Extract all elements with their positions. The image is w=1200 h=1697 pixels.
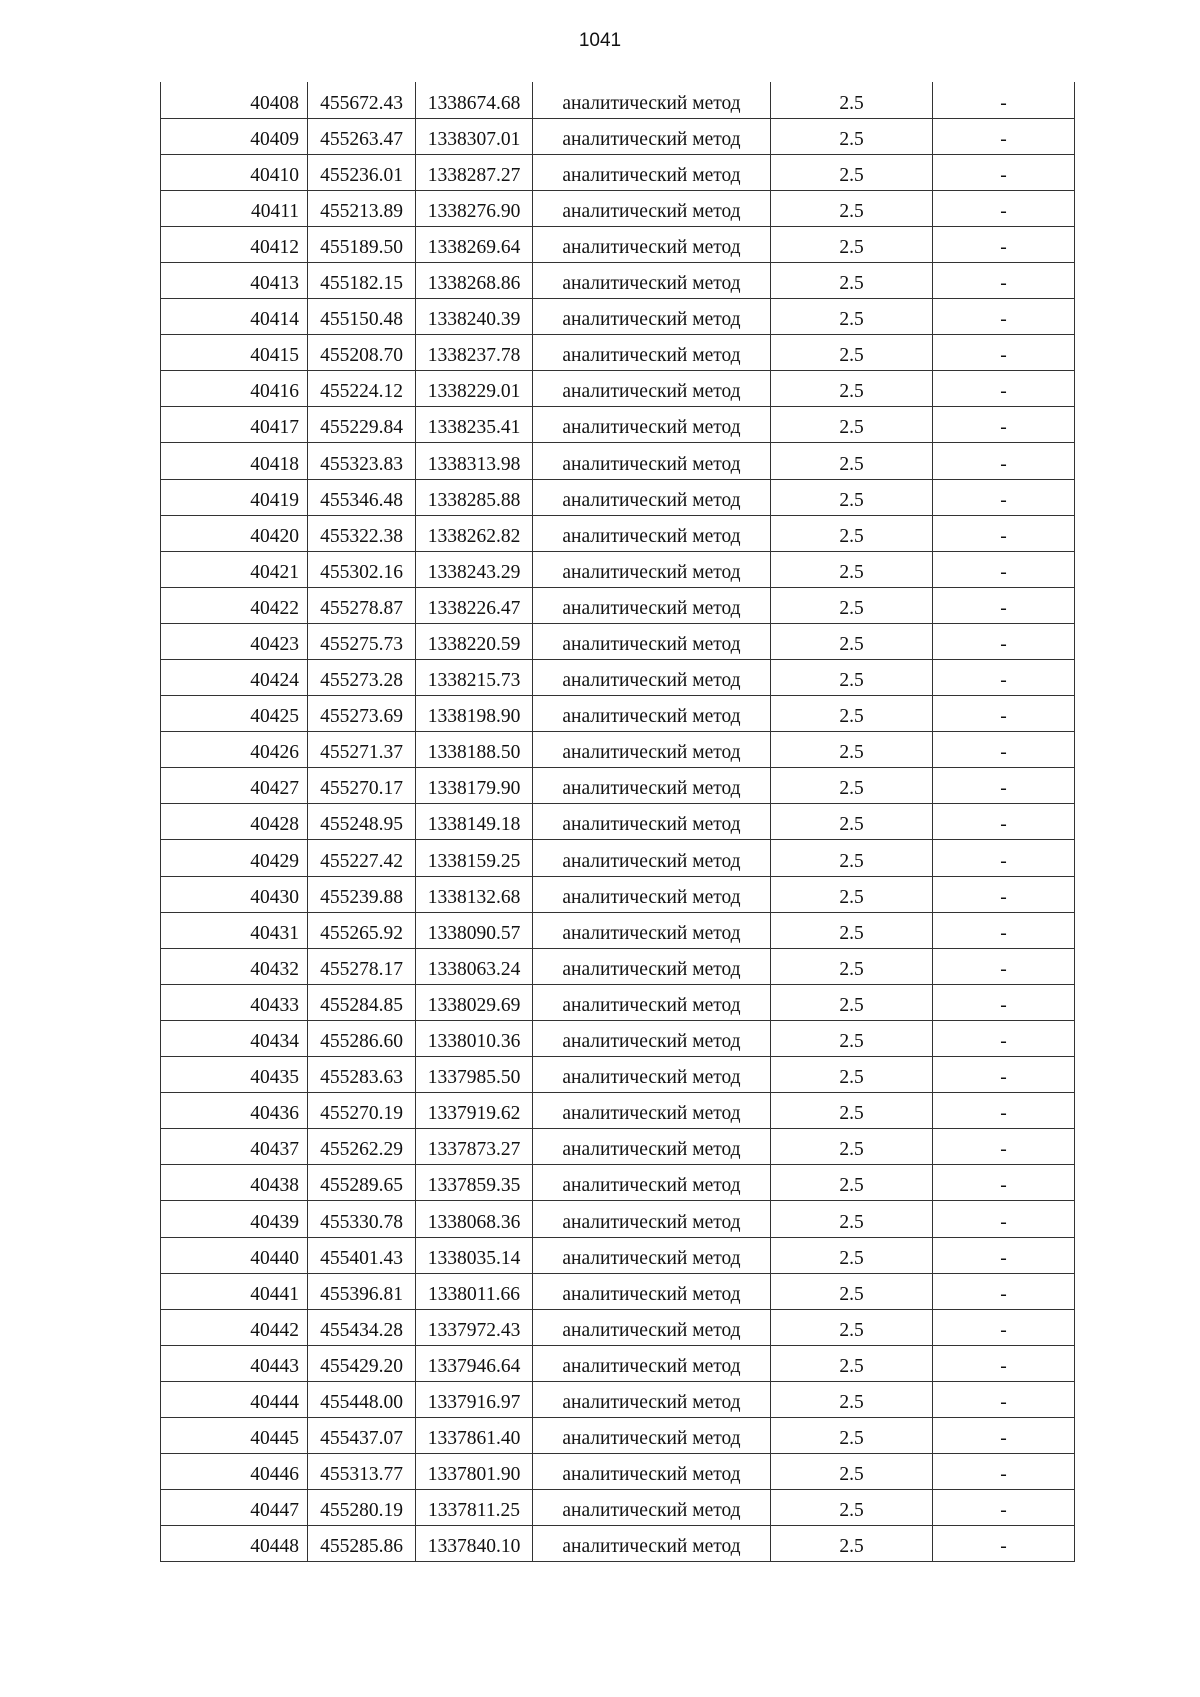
accuracy-cell: 2.5 <box>771 335 933 371</box>
accuracy-cell: 2.5 <box>771 371 933 407</box>
point-number-cell: 40434 <box>161 1020 308 1056</box>
x-coordinate-cell: 455273.28 <box>308 660 416 696</box>
table-row <box>161 1454 1075 1490</box>
x-coordinate-cell: 455273.69 <box>308 696 416 732</box>
accuracy-cell: 2.5 <box>771 1020 933 1056</box>
point-number-cell: 40429 <box>161 840 308 876</box>
x-coordinate-cell: 455448.00 <box>308 1381 416 1417</box>
note-cell: - <box>933 1237 1075 1273</box>
method-cell: аналитический метод <box>533 1273 771 1309</box>
y-coordinate-cell: 1338179.90 <box>416 768 533 804</box>
x-coordinate-cell: 455248.95 <box>308 804 416 840</box>
note-cell: - <box>933 1526 1075 1562</box>
y-coordinate-cell: 1337801.90 <box>416 1454 533 1490</box>
point-number-cell: 40433 <box>161 984 308 1020</box>
accuracy-cell: 2.5 <box>771 840 933 876</box>
table-row <box>161 984 1075 1020</box>
accuracy-cell: 2.5 <box>771 1165 933 1201</box>
point-number-cell: 40444 <box>161 1381 308 1417</box>
y-coordinate-cell: 1338159.25 <box>416 840 533 876</box>
x-coordinate-cell: 455270.17 <box>308 768 416 804</box>
note-cell: - <box>933 1490 1075 1526</box>
note-cell: - <box>933 696 1075 732</box>
accuracy-cell: 2.5 <box>771 118 933 154</box>
x-coordinate-cell: 455313.77 <box>308 1454 416 1490</box>
x-coordinate-cell: 455302.16 <box>308 551 416 587</box>
note-cell: - <box>933 1129 1075 1165</box>
y-coordinate-cell: 1338268.86 <box>416 262 533 298</box>
table-row <box>161 1093 1075 1129</box>
table-row <box>161 299 1075 335</box>
table-row <box>161 912 1075 948</box>
accuracy-cell: 2.5 <box>771 1201 933 1237</box>
accuracy-cell: 2.5 <box>771 1129 933 1165</box>
note-cell: - <box>933 1345 1075 1381</box>
y-coordinate-cell: 1338068.36 <box>416 1201 533 1237</box>
table-row <box>161 1345 1075 1381</box>
table-row <box>161 840 1075 876</box>
x-coordinate-cell: 455236.01 <box>308 154 416 190</box>
y-coordinate-cell: 1337919.62 <box>416 1093 533 1129</box>
note-cell: - <box>933 371 1075 407</box>
point-number-cell: 40422 <box>161 587 308 623</box>
table-row <box>161 1237 1075 1273</box>
x-coordinate-cell: 455330.78 <box>308 1201 416 1237</box>
x-coordinate-cell: 455285.86 <box>308 1526 416 1562</box>
x-coordinate-cell: 455437.07 <box>308 1417 416 1453</box>
note-cell: - <box>933 768 1075 804</box>
note-cell: - <box>933 1057 1075 1093</box>
accuracy-cell: 2.5 <box>771 732 933 768</box>
x-coordinate-cell: 455224.12 <box>308 371 416 407</box>
note-cell: - <box>933 660 1075 696</box>
note-cell: - <box>933 948 1075 984</box>
point-number-cell: 40408 <box>161 82 308 118</box>
note-cell: - <box>933 840 1075 876</box>
point-number-cell: 40442 <box>161 1309 308 1345</box>
accuracy-cell: 2.5 <box>771 515 933 551</box>
y-coordinate-cell: 1337916.97 <box>416 1381 533 1417</box>
y-coordinate-cell: 1338287.27 <box>416 154 533 190</box>
accuracy-cell: 2.5 <box>771 948 933 984</box>
point-number-cell: 40447 <box>161 1490 308 1526</box>
point-number-cell: 40425 <box>161 696 308 732</box>
point-number-cell: 40428 <box>161 804 308 840</box>
accuracy-cell: 2.5 <box>771 407 933 443</box>
method-cell: аналитический метод <box>533 1020 771 1056</box>
note-cell: - <box>933 479 1075 515</box>
method-cell: аналитический метод <box>533 1093 771 1129</box>
method-cell: аналитический метод <box>533 732 771 768</box>
point-number-cell: 40435 <box>161 1057 308 1093</box>
point-number-cell: 40419 <box>161 479 308 515</box>
table-row <box>161 1309 1075 1345</box>
method-cell: аналитический метод <box>533 768 771 804</box>
x-coordinate-cell: 455284.85 <box>308 984 416 1020</box>
note-cell: - <box>933 82 1075 118</box>
accuracy-cell: 2.5 <box>771 226 933 262</box>
y-coordinate-cell: 1338262.82 <box>416 515 533 551</box>
x-coordinate-cell: 455182.15 <box>308 262 416 298</box>
table-row <box>161 154 1075 190</box>
table-row <box>161 190 1075 226</box>
y-coordinate-cell: 1338229.01 <box>416 371 533 407</box>
method-cell: аналитический метод <box>533 515 771 551</box>
table-row <box>161 1381 1075 1417</box>
x-coordinate-cell: 455213.89 <box>308 190 416 226</box>
note-cell: - <box>933 804 1075 840</box>
method-cell: аналитический метод <box>533 551 771 587</box>
table-row <box>161 226 1075 262</box>
note-cell: - <box>933 443 1075 479</box>
point-number-cell: 40440 <box>161 1237 308 1273</box>
point-number-cell: 40448 <box>161 1526 308 1562</box>
point-number-cell: 40414 <box>161 299 308 335</box>
table-row <box>161 732 1075 768</box>
accuracy-cell: 2.5 <box>771 551 933 587</box>
accuracy-cell: 2.5 <box>771 82 933 118</box>
y-coordinate-cell: 1338090.57 <box>416 912 533 948</box>
table-row <box>161 804 1075 840</box>
coordinates-table-body <box>161 82 1075 1562</box>
method-cell: аналитический метод <box>533 1454 771 1490</box>
x-coordinate-cell: 455278.87 <box>308 587 416 623</box>
accuracy-cell: 2.5 <box>771 984 933 1020</box>
table-row <box>161 551 1075 587</box>
note-cell: - <box>933 515 1075 551</box>
table-row <box>161 515 1075 551</box>
table-row <box>161 1201 1075 1237</box>
method-cell: аналитический метод <box>533 1345 771 1381</box>
x-coordinate-cell: 455275.73 <box>308 623 416 659</box>
method-cell: аналитический метод <box>533 587 771 623</box>
accuracy-cell: 2.5 <box>771 190 933 226</box>
note-cell: - <box>933 118 1075 154</box>
y-coordinate-cell: 1338220.59 <box>416 623 533 659</box>
table-row <box>161 696 1075 732</box>
x-coordinate-cell: 455401.43 <box>308 1237 416 1273</box>
accuracy-cell: 2.5 <box>771 1345 933 1381</box>
y-coordinate-cell: 1338313.98 <box>416 443 533 479</box>
y-coordinate-cell: 1337985.50 <box>416 1057 533 1093</box>
point-number-cell: 40426 <box>161 732 308 768</box>
point-number-cell: 40409 <box>161 118 308 154</box>
method-cell: аналитический метод <box>533 443 771 479</box>
table-row <box>161 118 1075 154</box>
y-coordinate-cell: 1338215.73 <box>416 660 533 696</box>
table-row <box>161 1526 1075 1562</box>
note-cell: - <box>933 1381 1075 1417</box>
method-cell: аналитический метод <box>533 984 771 1020</box>
x-coordinate-cell: 455270.19 <box>308 1093 416 1129</box>
y-coordinate-cell: 1337859.35 <box>416 1165 533 1201</box>
y-coordinate-cell: 1337972.43 <box>416 1309 533 1345</box>
table-row <box>161 623 1075 659</box>
y-coordinate-cell: 1338149.18 <box>416 804 533 840</box>
y-coordinate-cell: 1338029.69 <box>416 984 533 1020</box>
accuracy-cell: 2.5 <box>771 696 933 732</box>
method-cell: аналитический метод <box>533 299 771 335</box>
method-cell: аналитический метод <box>533 840 771 876</box>
method-cell: аналитический метод <box>533 118 771 154</box>
x-coordinate-cell: 455280.19 <box>308 1490 416 1526</box>
accuracy-cell: 2.5 <box>771 1526 933 1562</box>
table-row <box>161 443 1075 479</box>
method-cell: аналитический метод <box>533 1057 771 1093</box>
y-coordinate-cell: 1338674.68 <box>416 82 533 118</box>
note-cell: - <box>933 1417 1075 1453</box>
point-number-cell: 40415 <box>161 335 308 371</box>
method-cell: аналитический метод <box>533 912 771 948</box>
note-cell: - <box>933 587 1075 623</box>
note-cell: - <box>933 1165 1075 1201</box>
accuracy-cell: 2.5 <box>771 299 933 335</box>
x-coordinate-cell: 455208.70 <box>308 335 416 371</box>
point-number-cell: 40445 <box>161 1417 308 1453</box>
x-coordinate-cell: 455286.60 <box>308 1020 416 1056</box>
accuracy-cell: 2.5 <box>771 1273 933 1309</box>
accuracy-cell: 2.5 <box>771 623 933 659</box>
note-cell: - <box>933 732 1075 768</box>
y-coordinate-cell: 1338243.29 <box>416 551 533 587</box>
note-cell: - <box>933 876 1075 912</box>
method-cell: аналитический метод <box>533 1381 771 1417</box>
y-coordinate-cell: 1338235.41 <box>416 407 533 443</box>
note-cell: - <box>933 1454 1075 1490</box>
note-cell: - <box>933 623 1075 659</box>
method-cell: аналитический метод <box>533 335 771 371</box>
note-cell: - <box>933 154 1075 190</box>
note-cell: - <box>933 1020 1075 1056</box>
table-row <box>161 876 1075 912</box>
note-cell: - <box>933 1201 1075 1237</box>
table-row <box>161 1273 1075 1309</box>
accuracy-cell: 2.5 <box>771 804 933 840</box>
y-coordinate-cell: 1338010.36 <box>416 1020 533 1056</box>
point-number-cell: 40420 <box>161 515 308 551</box>
method-cell: аналитический метод <box>533 876 771 912</box>
note-cell: - <box>933 912 1075 948</box>
point-number-cell: 40438 <box>161 1165 308 1201</box>
table-row <box>161 948 1075 984</box>
y-coordinate-cell: 1337811.25 <box>416 1490 533 1526</box>
accuracy-cell: 2.5 <box>771 262 933 298</box>
note-cell: - <box>933 1093 1075 1129</box>
y-coordinate-cell: 1338188.50 <box>416 732 533 768</box>
table-row <box>161 479 1075 515</box>
note-cell: - <box>933 1273 1075 1309</box>
x-coordinate-cell: 455263.47 <box>308 118 416 154</box>
method-cell: аналитический метод <box>533 623 771 659</box>
method-cell: аналитический метод <box>533 948 771 984</box>
point-number-cell: 40418 <box>161 443 308 479</box>
accuracy-cell: 2.5 <box>771 876 933 912</box>
point-number-cell: 40410 <box>161 154 308 190</box>
x-coordinate-cell: 455265.92 <box>308 912 416 948</box>
x-coordinate-cell: 455346.48 <box>308 479 416 515</box>
note-cell: - <box>933 984 1075 1020</box>
accuracy-cell: 2.5 <box>771 1490 933 1526</box>
x-coordinate-cell: 455672.43 <box>308 82 416 118</box>
table-row <box>161 660 1075 696</box>
method-cell: аналитический метод <box>533 82 771 118</box>
table-row <box>161 1057 1075 1093</box>
point-number-cell: 40427 <box>161 768 308 804</box>
point-number-cell: 40446 <box>161 1454 308 1490</box>
table-row <box>161 1020 1075 1056</box>
note-cell: - <box>933 262 1075 298</box>
method-cell: аналитический метод <box>533 1490 771 1526</box>
accuracy-cell: 2.5 <box>771 768 933 804</box>
point-number-cell: 40430 <box>161 876 308 912</box>
point-number-cell: 40411 <box>161 190 308 226</box>
accuracy-cell: 2.5 <box>771 1417 933 1453</box>
method-cell: аналитический метод <box>533 371 771 407</box>
accuracy-cell: 2.5 <box>771 1237 933 1273</box>
method-cell: аналитический метод <box>533 696 771 732</box>
accuracy-cell: 2.5 <box>771 912 933 948</box>
y-coordinate-cell: 1338063.24 <box>416 948 533 984</box>
point-number-cell: 40431 <box>161 912 308 948</box>
x-coordinate-cell: 455271.37 <box>308 732 416 768</box>
table-row <box>161 1490 1075 1526</box>
y-coordinate-cell: 1338132.68 <box>416 876 533 912</box>
method-cell: аналитический метод <box>533 1417 771 1453</box>
method-cell: аналитический метод <box>533 660 771 696</box>
point-number-cell: 40439 <box>161 1201 308 1237</box>
table-row <box>161 371 1075 407</box>
y-coordinate-cell: 1338198.90 <box>416 696 533 732</box>
x-coordinate-cell: 455262.29 <box>308 1129 416 1165</box>
accuracy-cell: 2.5 <box>771 154 933 190</box>
point-number-cell: 40416 <box>161 371 308 407</box>
method-cell: аналитический метод <box>533 804 771 840</box>
table-row <box>161 335 1075 371</box>
table-row <box>161 587 1075 623</box>
x-coordinate-cell: 455323.83 <box>308 443 416 479</box>
accuracy-cell: 2.5 <box>771 660 933 696</box>
method-cell: аналитический метод <box>533 407 771 443</box>
table-row <box>161 1165 1075 1201</box>
table-row <box>161 1417 1075 1453</box>
note-cell: - <box>933 299 1075 335</box>
y-coordinate-cell: 1337873.27 <box>416 1129 533 1165</box>
method-cell: аналитический метод <box>533 1129 771 1165</box>
method-cell: аналитический метод <box>533 1201 771 1237</box>
table-row <box>161 407 1075 443</box>
table-row <box>161 768 1075 804</box>
table-row <box>161 262 1075 298</box>
x-coordinate-cell: 455239.88 <box>308 876 416 912</box>
x-coordinate-cell: 455322.38 <box>308 515 416 551</box>
y-coordinate-cell: 1338285.88 <box>416 479 533 515</box>
table-row <box>161 1129 1075 1165</box>
y-coordinate-cell: 1338276.90 <box>416 190 533 226</box>
x-coordinate-cell: 455429.20 <box>308 1345 416 1381</box>
x-coordinate-cell: 455434.28 <box>308 1309 416 1345</box>
x-coordinate-cell: 455283.63 <box>308 1057 416 1093</box>
method-cell: аналитический метод <box>533 1526 771 1562</box>
point-number-cell: 40443 <box>161 1345 308 1381</box>
note-cell: - <box>933 335 1075 371</box>
y-coordinate-cell: 1338237.78 <box>416 335 533 371</box>
x-coordinate-cell: 455229.84 <box>308 407 416 443</box>
method-cell: аналитический метод <box>533 226 771 262</box>
point-number-cell: 40413 <box>161 262 308 298</box>
method-cell: аналитический метод <box>533 1165 771 1201</box>
note-cell: - <box>933 226 1075 262</box>
method-cell: аналитический метод <box>533 190 771 226</box>
accuracy-cell: 2.5 <box>771 1093 933 1129</box>
point-number-cell: 40412 <box>161 226 308 262</box>
x-coordinate-cell: 455227.42 <box>308 840 416 876</box>
x-coordinate-cell: 455396.81 <box>308 1273 416 1309</box>
y-coordinate-cell: 1337840.10 <box>416 1526 533 1562</box>
note-cell: - <box>933 407 1075 443</box>
note-cell: - <box>933 190 1075 226</box>
page-number: 1041 <box>578 30 622 51</box>
method-cell: аналитический метод <box>533 1237 771 1273</box>
point-number-cell: 40421 <box>161 551 308 587</box>
x-coordinate-cell: 455278.17 <box>308 948 416 984</box>
point-number-cell: 40437 <box>161 1129 308 1165</box>
method-cell: аналитический метод <box>533 479 771 515</box>
point-number-cell: 40432 <box>161 948 308 984</box>
accuracy-cell: 2.5 <box>771 587 933 623</box>
accuracy-cell: 2.5 <box>771 1454 933 1490</box>
coordinates-table <box>160 82 1075 1562</box>
point-number-cell: 40423 <box>161 623 308 659</box>
method-cell: аналитический метод <box>533 262 771 298</box>
accuracy-cell: 2.5 <box>771 1309 933 1345</box>
y-coordinate-cell: 1338226.47 <box>416 587 533 623</box>
point-number-cell: 40441 <box>161 1273 308 1309</box>
point-number-cell: 40417 <box>161 407 308 443</box>
x-coordinate-cell: 455289.65 <box>308 1165 416 1201</box>
table-row <box>161 82 1075 118</box>
accuracy-cell: 2.5 <box>771 443 933 479</box>
point-number-cell: 40436 <box>161 1093 308 1129</box>
x-coordinate-cell: 455150.48 <box>308 299 416 335</box>
y-coordinate-cell: 1338011.66 <box>416 1273 533 1309</box>
method-cell: аналитический метод <box>533 1309 771 1345</box>
accuracy-cell: 2.5 <box>771 1381 933 1417</box>
note-cell: - <box>933 551 1075 587</box>
y-coordinate-cell: 1338307.01 <box>416 118 533 154</box>
accuracy-cell: 2.5 <box>771 479 933 515</box>
method-cell: аналитический метод <box>533 154 771 190</box>
y-coordinate-cell: 1338035.14 <box>416 1237 533 1273</box>
y-coordinate-cell: 1337946.64 <box>416 1345 533 1381</box>
y-coordinate-cell: 1337861.40 <box>416 1417 533 1453</box>
y-coordinate-cell: 1338240.39 <box>416 299 533 335</box>
point-number-cell: 40424 <box>161 660 308 696</box>
y-coordinate-cell: 1338269.64 <box>416 226 533 262</box>
x-coordinate-cell: 455189.50 <box>308 226 416 262</box>
accuracy-cell: 2.5 <box>771 1057 933 1093</box>
note-cell: - <box>933 1309 1075 1345</box>
